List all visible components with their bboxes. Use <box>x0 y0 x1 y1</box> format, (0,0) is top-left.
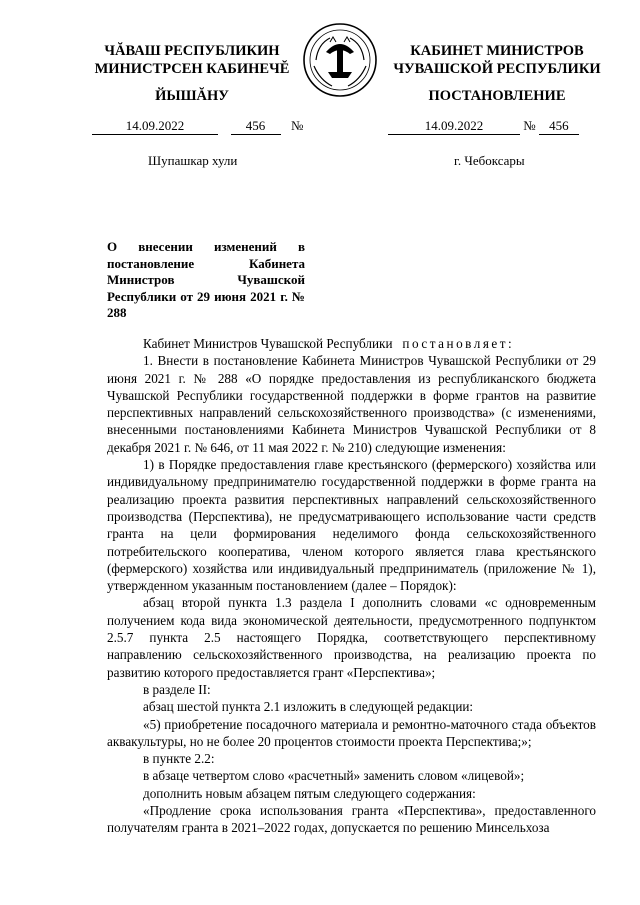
paragraph: дополнить новым абзацем пятым следующего содержания: <box>143 785 476 801</box>
right-number: 456 <box>539 118 579 135</box>
preamble-keyword: постановляет: <box>402 336 515 351</box>
paragraph: абзац шестой пункта 2.1 изложить в следующей редакции: <box>143 699 474 715</box>
place-right: г. Чебоксары <box>454 153 525 168</box>
document-body <box>107 335 596 837</box>
header-left <box>72 42 312 78</box>
preamble-text: Кабинет Министров Чувашской Республики <box>143 336 393 351</box>
right-date: 14.09.2022 <box>388 118 520 135</box>
header-right <box>382 42 612 78</box>
left-no-sign: № <box>291 118 304 133</box>
paragraph: в разделе II: <box>143 681 211 697</box>
doc-type-left: ЙЫШĂНУ <box>155 88 229 104</box>
place-left: Шупашкар хули <box>148 153 238 168</box>
header-left-line1: ЧĂВАШ РЕСПУБЛИКИН <box>104 43 280 59</box>
doc-type-right: ПОСТАНОВЛЕНИЕ <box>428 88 566 104</box>
left-number: 456 <box>231 118 281 135</box>
paragraph: «5) приобретение посадочного материала и ремонтно-маточного стада объектов аквакультуры, но не более 20 процентов стоимости проекта Перспектива;»; <box>107 716 596 749</box>
left-date: 14.09.2022 <box>92 118 218 135</box>
document-title: О внесении изменений в постановление Кабинета Министров Чувашской Республики от 29 июня 2021 г. № 288 <box>107 239 305 320</box>
header-left-line2: МИНИСТРСЕН КАБИНЕЧĔ <box>94 61 290 77</box>
paragraph: «Продление срока использования гранта «Перспектива», предоставленного получателям гранта в 2021–2022 годах, допускается по решению Минсельхоза <box>107 803 596 836</box>
paragraph: абзац второй пункта 1.3 раздела I дополнить словами «с одновременным получением кода вида экономической деятельности, предусмотренного подпунктом 2.5.7 пункта 2.5 настоящего Порядка, соответствующего перспективному направлению сельскохозяйственного производства, на реализацию проекта по развитию которого предоставляется грант «Перспектива»; <box>107 595 596 680</box>
paragraph: 1. Внести в постановление Кабинета Министров Чувашской Республики от 29 июня 2021 г. № 288 «О порядке предоставления из республиканского бюджета Чувашской Республики государственной поддержки в форме грантов на развитие перспективных направлений сельскохозяйственного производства» (с изменениями, внесенными постановлениями Кабинета Министров Чувашской Республики от 8 декабря 2021 г. № 646, от 11 мая 2022 г. № 210) следующие изменения: <box>107 353 596 455</box>
paragraph: в абзаце четвертом слово «расчетный» заменить словом «лицевой»; <box>143 768 525 784</box>
paragraph: 1) в Порядке предоставления главе крестьянского (фермерского) хозяйства или индивидуальному предпринимателю государственной поддержки в форме гранта на реализацию проекта развития перспективных направлений сельскохозяйственного производства (Перспектива), не предусматривающего использование части средств гранта на цели формирования неделимого фонда сельскохозяйственного потребительского кооператива, членом которого является глава крестьянского (фермерского) хозяйства или индивидуальный предприниматель (приложение № 1), утвержденном указанным постановлением (далее – Порядок): <box>107 457 596 594</box>
paragraph-preamble <box>107 335 596 352</box>
right-no-sign: № <box>523 118 536 133</box>
meta-left <box>92 118 303 135</box>
paragraph: в пункте 2.2: <box>143 751 215 767</box>
header-right-line1: КАБИНЕТ МИНИСТРОВ <box>410 43 584 59</box>
meta-right <box>388 118 579 135</box>
header-right-line2: ЧУВАШСКОЙ РЕСПУБЛИКИ <box>393 61 601 77</box>
emblem-icon <box>300 20 380 100</box>
